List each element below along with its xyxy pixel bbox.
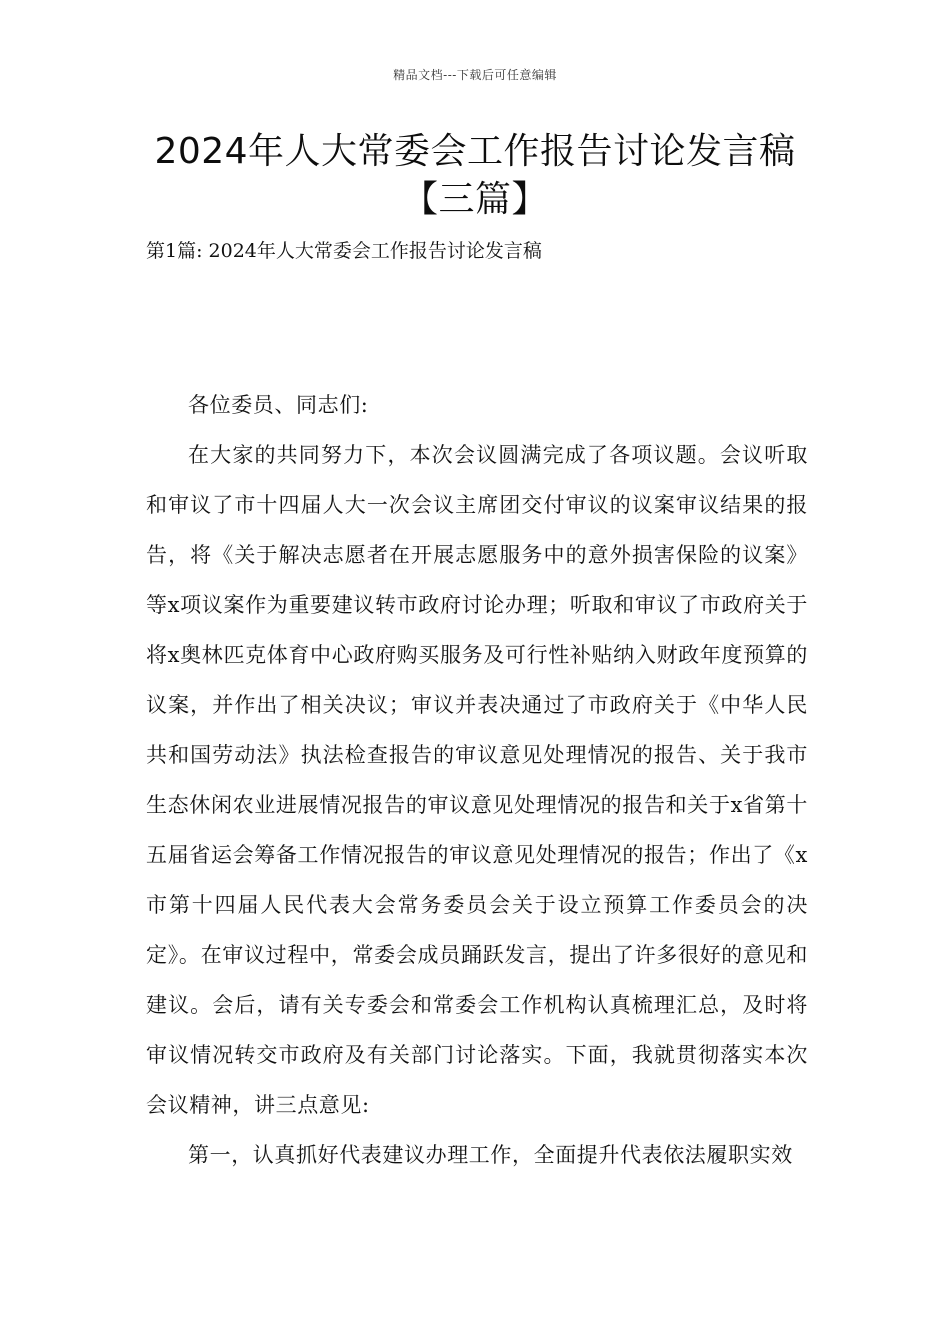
document-title-line-1: 2024年人大常委会工作报告讨论发言稿	[154, 131, 796, 172]
section-heading: 第1篇: 2024年人大常委会工作报告讨论发言稿	[146, 240, 542, 262]
document-title	[60, 128, 890, 224]
document-title-line-2: 【三篇】	[401, 179, 548, 220]
point-one-paragraph: 第一，认真抓好代表建议办理工作，全面提升代表依法履职实效	[188, 1143, 793, 1167]
salutation-paragraph: 各位委员、同志们:	[188, 393, 369, 417]
page-header-note: 精品文档---下载后可任意编辑	[393, 68, 557, 82]
body-paragraph: 在大家的共同努力下，本次会议圆满完成了各项议题。会议听取和审议了市十四届人大一次会议主席团交付审议的议案审议结果的报告，将《关于解决志愿者在开展志愿服务中的意外损害保险的议案》等x项议案作为重要建议转市政府讨论办理；听取和审议了市政府关于将x奥林匹克体育中心政府购买服务及可行性补贴纳入财政年度预算的议案，并作出了相关决议；审议并表决通过了市政府关于《中华人民共和国劳动法》执法检查报告的审议意见处理情况的报告、关于我市生态休闲农业进展情况报告的审议意见处理情况的报告和关于x省第十五届省运会筹备工作情况报告的审议意见处理情况的报告；作出了《x市第十四届人民代表大会常务委员会关于设立预算工作委员会的决定》。在审议过程中，常委会成员踊跃发言，提出了许多很好的意见和建议。会后，请有关专委会和常委会工作机构认真梳理汇总，及时将审议情况转交市政府及有关部门讨论落实。下面，我就贯彻落实本次会议精神，讲三点意见:	[146, 443, 808, 1117]
document-body	[146, 380, 808, 1180]
